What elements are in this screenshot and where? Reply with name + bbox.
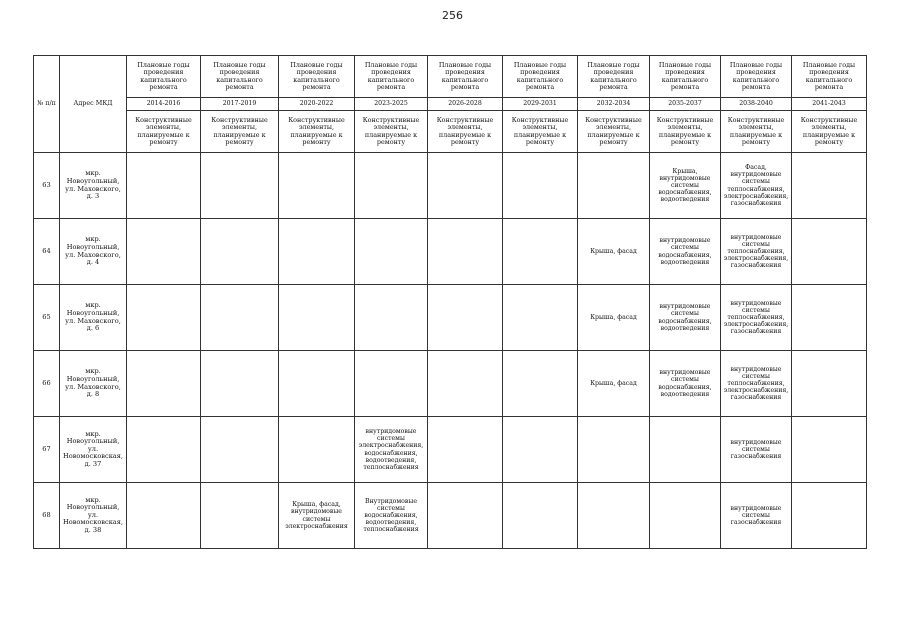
repair-elements-cell (792, 483, 867, 549)
repair-elements-cell (201, 219, 279, 285)
period-years-header: 2017-2019 (201, 98, 279, 111)
repair-elements-cell (503, 285, 578, 351)
period-title-header: Плановые годы проведения капитального ремонта (650, 56, 721, 98)
repair-elements-cell (279, 417, 355, 483)
table-row (34, 483, 867, 549)
repair-elements-cell: внутридомовые системы теплоснабжения, электроснабжения, газоснабжения (721, 351, 792, 417)
period-years-header: 2038-2040 (721, 98, 792, 111)
repair-elements-cell (792, 285, 867, 351)
row-number: 68 (34, 483, 60, 549)
period-title-header: Плановые годы проведения капитального ремонта (578, 56, 650, 98)
repair-elements-cell: Фасад, внутридомовые системы теплоснабжения, электроснабжения, газоснабжения (721, 153, 792, 219)
period-years-header: 2035-2037 (650, 98, 721, 111)
header-num: № п/п (34, 56, 60, 153)
repair-elements-cell (428, 153, 503, 219)
repair-elements-cell (127, 417, 201, 483)
repair-elements-cell: внутридомовые системы теплоснабжения, электроснабжения, газоснабжения (721, 285, 792, 351)
repair-elements-cell (650, 417, 721, 483)
table-body (34, 153, 867, 549)
repair-elements-cell (578, 483, 650, 549)
repair-elements-cell (792, 219, 867, 285)
period-elements-header: Конструктивные элементы, планируемые к ремонту (201, 111, 279, 153)
table-row (34, 351, 867, 417)
repair-elements-cell (355, 285, 428, 351)
repair-elements-cell (355, 219, 428, 285)
repair-elements-cell (201, 285, 279, 351)
row-address: мкр. Новоугольный, ул. Маховского, д. 6 (60, 285, 127, 351)
period-years-header: 2029-2031 (503, 98, 578, 111)
table-row (34, 417, 867, 483)
repair-elements-cell (428, 219, 503, 285)
repair-elements-cell (503, 351, 578, 417)
repair-elements-cell: внутридомовые системы теплоснабжения, электроснабжения, газоснабжения (721, 219, 792, 285)
period-title-header: Плановые годы проведения капитального ремонта (279, 56, 355, 98)
period-elements-header: Конструктивные элементы, планируемые к ремонту (721, 111, 792, 153)
header-address: Адрес МКД (60, 56, 127, 153)
row-address: мкр. Новоугольный, ул. Маховского, д. 8 (60, 351, 127, 417)
repair-elements-cell (578, 153, 650, 219)
repair-elements-cell: Крыша, внутридомовые системы водоснабжения, водоотведения (650, 153, 721, 219)
repair-elements-cell: внутридомовые системы газоснабжения (721, 483, 792, 549)
repair-elements-cell (279, 285, 355, 351)
page-number: 256 (442, 9, 463, 22)
repair-elements-cell (792, 351, 867, 417)
period-title-header: Плановые годы проведения капитального ремонта (127, 56, 201, 98)
repair-elements-cell (127, 285, 201, 351)
period-elements-header: Конструктивные элементы, планируемые к ремонту (650, 111, 721, 153)
header-row-years (34, 98, 867, 111)
period-elements-header: Конструктивные элементы, планируемые к ремонту (503, 111, 578, 153)
repair-elements-cell (201, 417, 279, 483)
repair-elements-cell (578, 417, 650, 483)
repair-elements-cell (201, 483, 279, 549)
repair-elements-cell: внутридомовые системы электроснабжения, водоснабжения, водоотведения, теплоснабжения (355, 417, 428, 483)
repair-elements-cell (650, 483, 721, 549)
header-row-elements (34, 111, 867, 153)
period-elements-header: Конструктивные элементы, планируемые к ремонту (127, 111, 201, 153)
period-title-header: Плановые годы проведения капитального ремонта (355, 56, 428, 98)
period-title-header: Плановые годы проведения капитального ремонта (503, 56, 578, 98)
repair-elements-cell (503, 417, 578, 483)
period-years-header: 2032-2034 (578, 98, 650, 111)
repair-elements-cell (201, 153, 279, 219)
repair-elements-cell: Крыша, фасад, внутридомовые системы электроснабжения (279, 483, 355, 549)
repair-elements-cell (201, 351, 279, 417)
repair-elements-cell (428, 483, 503, 549)
period-years-header: 2041-2043 (792, 98, 867, 111)
repair-elements-cell (428, 285, 503, 351)
period-elements-header: Конструктивные элементы, планируемые к ремонту (792, 111, 867, 153)
repair-elements-cell: внутридомовые системы газоснабжения (721, 417, 792, 483)
repair-elements-cell (792, 153, 867, 219)
row-number: 64 (34, 219, 60, 285)
repair-elements-cell (503, 153, 578, 219)
period-title-header: Плановые годы проведения капитального ремонта (721, 56, 792, 98)
repair-elements-cell (792, 417, 867, 483)
repair-elements-cell: Крыша, фасад (578, 351, 650, 417)
repair-elements-cell (279, 153, 355, 219)
repair-elements-cell (428, 351, 503, 417)
repair-elements-cell: внутридомовые системы водоснабжения, водоотведения (650, 285, 721, 351)
repair-elements-cell (503, 219, 578, 285)
repair-elements-cell (355, 153, 428, 219)
repair-elements-cell (127, 153, 201, 219)
row-number: 66 (34, 351, 60, 417)
row-number: 65 (34, 285, 60, 351)
table-row (34, 219, 867, 285)
table-row (34, 285, 867, 351)
period-elements-header: Конструктивные элементы, планируемые к ремонту (279, 111, 355, 153)
repair-elements-cell (503, 483, 578, 549)
row-address: мкр. Новоугольный, ул. Маховского, д. 4 (60, 219, 127, 285)
row-address: мкр. Новоугольный, ул. Новомосковская, д. 37 (60, 417, 127, 483)
period-elements-header: Конструктивные элементы, планируемые к ремонту (428, 111, 503, 153)
period-title-header: Плановые годы проведения капитального ремонта (428, 56, 503, 98)
repair-elements-cell: внутридомовые системы водоснабжения, водоотведения (650, 351, 721, 417)
repair-elements-cell (279, 219, 355, 285)
period-years-header: 2023-2025 (355, 98, 428, 111)
row-number: 67 (34, 417, 60, 483)
period-title-header: Плановые годы проведения капитального ремонта (201, 56, 279, 98)
repair-elements-cell (127, 483, 201, 549)
table-row (34, 153, 867, 219)
repair-elements-cell: Крыша, фасад (578, 219, 650, 285)
row-address: мкр. Новоугольный, ул. Новомосковская, д. 38 (60, 483, 127, 549)
repair-elements-cell: внутридомовые системы водоснабжения, водоотведения (650, 219, 721, 285)
repair-elements-cell (127, 351, 201, 417)
capital-repair-table (33, 55, 867, 549)
repair-elements-cell (279, 351, 355, 417)
period-years-header: 2020-2022 (279, 98, 355, 111)
period-years-header: 2026-2028 (428, 98, 503, 111)
period-elements-header: Конструктивные элементы, планируемые к ремонту (578, 111, 650, 153)
repair-elements-cell (355, 351, 428, 417)
period-title-header: Плановые годы проведения капитального ремонта (792, 56, 867, 98)
header-row-titles (34, 56, 867, 98)
repair-elements-cell: Внутридомовые системы водоснабжения, водоотведения, теплоснабжения (355, 483, 428, 549)
row-address: мкр. Новоугольный, ул. Маховского, д. 3 (60, 153, 127, 219)
period-years-header: 2014-2016 (127, 98, 201, 111)
repair-elements-cell (127, 219, 201, 285)
period-elements-header: Конструктивные элементы, планируемые к ремонту (355, 111, 428, 153)
repair-elements-cell (428, 417, 503, 483)
row-number: 63 (34, 153, 60, 219)
repair-elements-cell: Крыша, фасад (578, 285, 650, 351)
